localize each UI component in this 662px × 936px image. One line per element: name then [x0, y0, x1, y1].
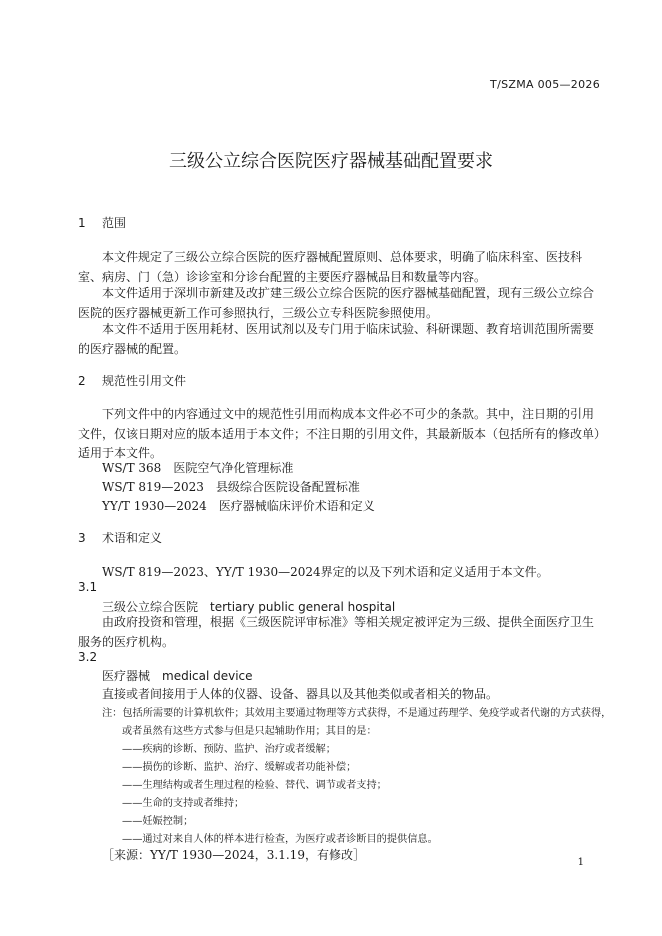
term-name: 三级公立综合医院 tertiary public general hospital [102, 600, 396, 614]
purpose-item: ——通过对来自人体的样本进行检查，为医疗或者诊断目的提供信息。 [122, 834, 438, 845]
purpose-item: ——疾病的诊断、预防、监护、治疗或者缓解； [122, 744, 336, 755]
term-number: 3.1 [78, 580, 98, 594]
note-text-continued: 或者虽然有这些方式参与但是只起辅助作用；其目的是： [122, 726, 377, 737]
purpose-item: ——生命的支持或者维持； [122, 798, 245, 809]
term-definition: 由政府投资和管理，根据《三级医院评审标准》等相关规定被评定为三级、提供全面医疗卫生服务的医疗机构。 [78, 615, 595, 649]
term-name: 医疗器械 medical device [102, 669, 253, 683]
purpose-item: ——妊娠控制； [122, 816, 194, 827]
purpose-item: ——生理结构或者生理过程的检验、替代、调节或者支持； [122, 780, 387, 791]
references-paragraph: 下列文件中的内容通过文中的规范性引用而构成本文件必不可少的条款。其中，注日期的引用文件，仅该日期对应的版本适用于本文件；不注日期的引用文件，其最新版本（包括所有的修改单）适用于本文件。 [78, 407, 601, 460]
note-text: 包括所需要的计算机软件；其效用主要通过物理等方式获得，不是通过药理学、免疫学或者代谢的方式获得， [122, 708, 612, 719]
section-title: 术语和定义 [102, 531, 163, 545]
term-definition: 直接或者间接用于人体的仪器、设备、器具以及其他类似或者相关的物品。 [102, 687, 499, 701]
scope-paragraph-1: 本文件规定了三级公立综合医院的医疗器械配置原则、总体要求，明确了临床科室、医技科室、病房、门（急）诊诊室和分诊台配置的主要医疗器械品目和数量等内容。 [78, 250, 583, 284]
term-number: 3.2 [78, 650, 98, 664]
section-number: 3 [78, 531, 86, 545]
section-title: 范围 [102, 216, 127, 230]
section-heading-terms [78, 529, 162, 546]
section-title: 规范性引用文件 [102, 374, 187, 388]
section-number: 2 [78, 374, 86, 388]
standard-id: T/SZMA 005—2026 [490, 78, 600, 91]
note [102, 704, 611, 719]
section-number: 1 [78, 216, 86, 230]
page-number: 1 [577, 857, 584, 868]
note-label: 注： [102, 708, 123, 719]
section-heading-scope [78, 214, 126, 231]
document-title: 三级公立综合医院医疗器械基础配置要求 [169, 151, 493, 172]
term-source: ［来源：YY/T 1930—2024，3.1.19，有修改］ [102, 848, 365, 862]
scope-paragraph-2: 本文件适用于深圳市新建及改扩建三级公立综合医院的医疗器械基础配置，现有三级公立综合医院的医疗器械更新工作可参照执行，三级公立专科医院参照使用。 [78, 286, 595, 320]
terms-intro: WS/T 819—2023、YY/T 1930—2024界定的以及下列术语和定义适用于本文件。 [102, 565, 549, 579]
reference-item: YY/T 1930—2024 医疗器械临床评价术语和定义 [102, 499, 375, 513]
reference-item: WS/T 819—2023 县级综合医院设备配置标准 [102, 480, 360, 494]
purpose-item: ——损伤的诊断、监护、治疗、缓解或者功能补偿； [122, 762, 357, 773]
scope-paragraph-3: 本文件不适用于医用耗材、医用试剂以及专门用于临床试验、科研课题、教育培训范围所需要的医疗器械的配置。 [78, 322, 595, 356]
section-heading-references [78, 372, 186, 389]
reference-item: WS/T 368 医院空气净化管理标准 [102, 461, 294, 475]
